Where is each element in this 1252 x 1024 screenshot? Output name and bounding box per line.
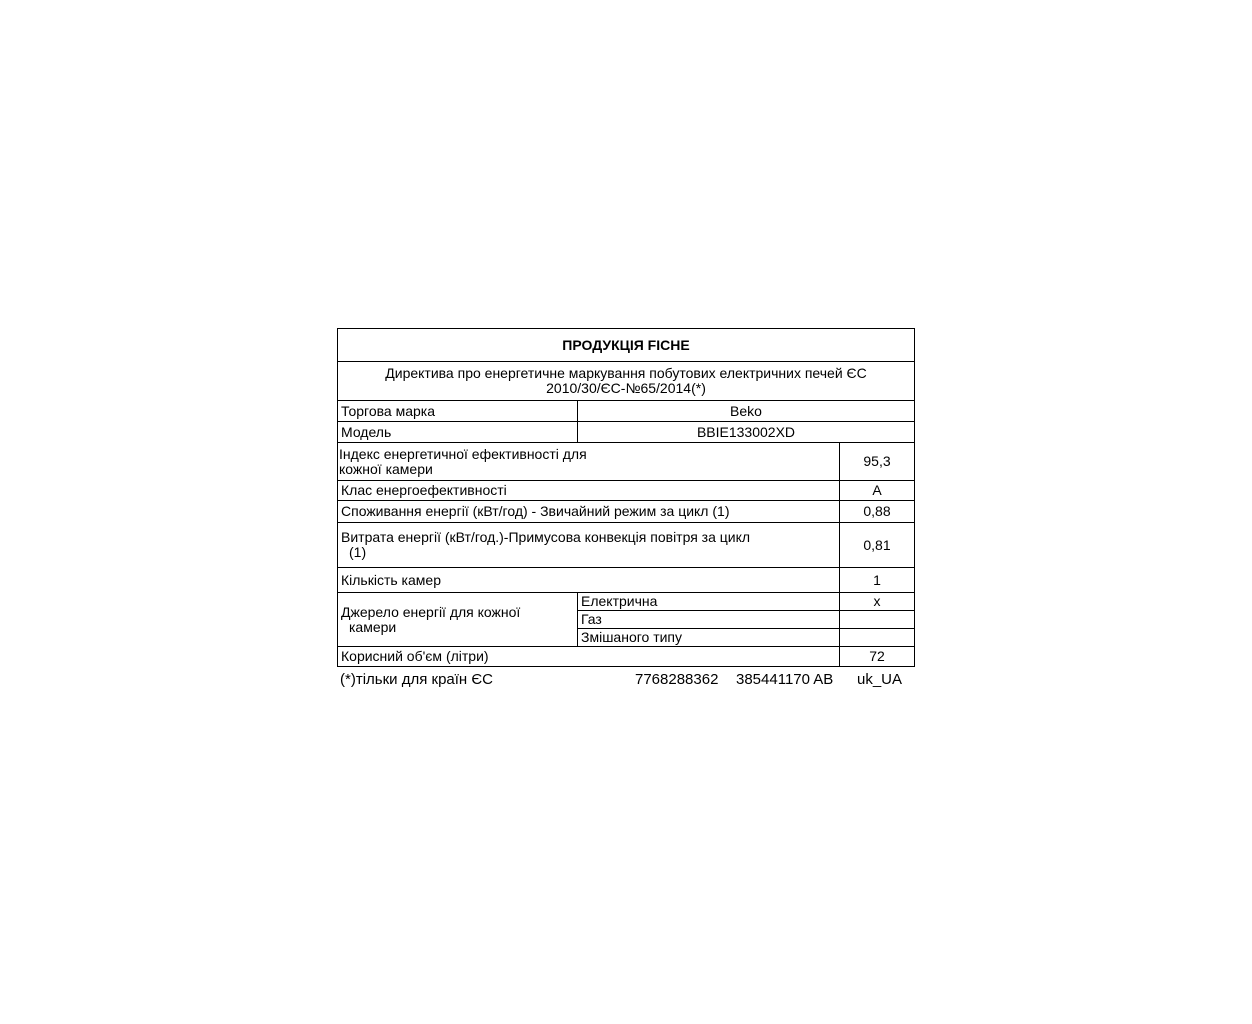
conventional-label: Споживання енергії (кВт/год) - Звичайний режим за цикл (1) — [338, 501, 840, 523]
footer-code-2: 385441170 AB — [736, 671, 834, 688]
volume-label: Корисний об'єм (літри) — [338, 647, 840, 667]
directive-row — [338, 362, 915, 401]
fan-label-line-2: (1) — [349, 544, 367, 560]
volume-value: 72 — [840, 647, 915, 667]
fiche-footer — [340, 671, 910, 691]
source-label-line-1: Джерело енергії для кожної — [341, 603, 521, 620]
title-row — [338, 329, 915, 362]
product-fiche — [337, 328, 914, 666]
source-label — [338, 593, 578, 647]
brand-row — [338, 401, 915, 422]
cavities-row — [338, 568, 915, 593]
eei-label-line-2: кожної камери — [339, 460, 433, 477]
source-gas-value — [840, 611, 915, 629]
model-label: Модель — [338, 422, 578, 443]
eei-label — [338, 443, 840, 481]
brand-label: Торгова марка — [338, 401, 578, 422]
model-row — [338, 422, 915, 443]
footer-locale: uk_UA — [857, 671, 903, 688]
cavities-value: 1 — [840, 568, 915, 593]
model-value: BBIE133002XD — [578, 422, 915, 443]
footer-code-1: 7768288362 — [635, 671, 719, 688]
conventional-value: 0,88 — [840, 501, 915, 523]
eei-row — [338, 443, 915, 481]
source-mixed-value — [840, 629, 915, 647]
brand-value: Beko — [578, 401, 915, 422]
eei-value: 95,3 — [840, 443, 915, 481]
fan-value: 0,81 — [840, 523, 915, 568]
fan-label-line-1: Витрата енергії (кВт/год.)-Примусова конвекція повітря за цикл — [341, 529, 751, 545]
source-gas-label: Газ — [578, 611, 840, 629]
footer-note: (*)тільки для країн ЄС — [340, 671, 493, 688]
volume-row — [338, 647, 915, 667]
fiche-title: ПРОДУКЦІЯ FICHE — [338, 329, 915, 362]
class-value: A — [840, 481, 915, 501]
cavities-label: Кількість камер — [338, 568, 840, 593]
fiche-table — [337, 328, 915, 667]
directive-line-2: 2010/30/ЄС-№65/2014(*) — [546, 380, 706, 396]
eei-label-line-1: Індекс енергетичної ефективності для — [339, 445, 587, 462]
fan-row — [338, 523, 915, 568]
conventional-row — [338, 501, 915, 523]
class-row — [338, 481, 915, 501]
source-electric-row — [338, 593, 915, 611]
source-electric-label: Електрична — [578, 593, 840, 611]
fan-label — [338, 523, 840, 568]
source-mixed-label: Змішаного типу — [578, 629, 840, 647]
class-label: Клас енергоефективності — [338, 481, 840, 501]
source-electric-value: x — [840, 593, 915, 611]
source-label-line-2: камери — [349, 618, 397, 635]
directive-text — [338, 362, 915, 401]
directive-line-1: Директива про енергетичне маркування побутових електричних печей ЄС — [385, 365, 867, 381]
